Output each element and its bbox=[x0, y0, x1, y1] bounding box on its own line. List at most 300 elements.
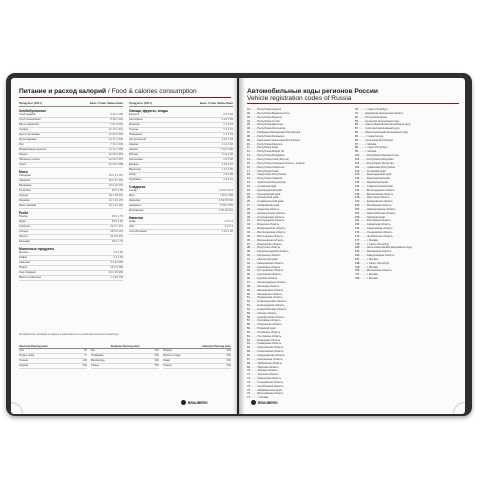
leader-dots: ......... bbox=[360, 215, 367, 219]
food-name: Горбуша bbox=[19, 225, 30, 228]
food-name: Молоко bbox=[19, 251, 29, 254]
food-row bbox=[19, 276, 123, 281]
food-section-title: Рыба bbox=[19, 211, 29, 215]
leader-dots: ......... bbox=[250, 350, 258, 354]
food-name: Щука bbox=[19, 220, 26, 223]
leader-dots: ......... bbox=[360, 257, 367, 261]
region-code: 09 bbox=[247, 138, 250, 142]
region-name: Московская область bbox=[366, 269, 392, 273]
region-code: 76 bbox=[247, 392, 250, 396]
region-name: Брянская область bbox=[257, 223, 280, 227]
region-code: 58 bbox=[247, 323, 250, 327]
leader-dots: ......... bbox=[358, 138, 366, 142]
region-code: 07 bbox=[247, 131, 250, 135]
leader-dots: ......... bbox=[360, 277, 367, 281]
leader-dots: ......... bbox=[250, 346, 258, 350]
region-name: Магаданская область bbox=[257, 288, 284, 292]
leader-dots: ......... bbox=[250, 238, 258, 242]
region-codes-col-2 bbox=[355, 108, 459, 281]
food-name: Творог bbox=[19, 266, 28, 269]
leader-dots: ......... bbox=[250, 131, 258, 135]
region-name: Кемеровская область bbox=[366, 200, 393, 204]
region-name: Новосибирская область bbox=[257, 307, 287, 311]
food-name: Лук репчатый bbox=[129, 138, 147, 141]
region-name: Республика Коми bbox=[257, 146, 279, 150]
food-section-title: Молочные продукты bbox=[19, 247, 55, 251]
food-name: Мед bbox=[129, 194, 135, 197]
food-name: Помидоры bbox=[129, 133, 143, 136]
energy-header-1: Занятие Расход ккал bbox=[19, 344, 48, 348]
region-code: 136 bbox=[355, 192, 360, 196]
activity-kcal: 200 bbox=[82, 364, 87, 367]
region-name: Республика Мордовия bbox=[257, 154, 285, 158]
region-code: 54 bbox=[247, 307, 250, 311]
activity-kcal: 65 bbox=[84, 349, 87, 352]
region-name: Курганская область bbox=[257, 273, 282, 277]
food-name: Яблоки bbox=[129, 153, 139, 156]
energy-footnote: Потребность человека в энергии в зависимости от вида деятельности (ккал/час) bbox=[19, 333, 119, 336]
region-name: Владимирская область bbox=[257, 227, 286, 231]
region-code: 122 bbox=[355, 169, 360, 173]
food-name: Индейка bbox=[19, 199, 30, 202]
leader-dots: ......... bbox=[358, 123, 366, 127]
region-name: Алтайский край bbox=[366, 169, 386, 173]
region-name: Костромская область bbox=[257, 269, 284, 273]
activity-name: Бег bbox=[91, 349, 96, 352]
region-name: Сахалинская область bbox=[257, 350, 284, 354]
region-name: г. Москва bbox=[365, 150, 377, 154]
region-name: Республика Мордовия bbox=[366, 157, 394, 161]
leader-dots: ......... bbox=[360, 165, 367, 169]
food-values: 2 19 0 83 bbox=[221, 118, 233, 121]
food-section-title: Мясо bbox=[19, 170, 28, 174]
leader-dots: ......... bbox=[250, 334, 258, 338]
food-name: Сок яблочный bbox=[129, 230, 147, 233]
leader-dots: ......... bbox=[360, 223, 367, 227]
brand-name: BRAUBERG bbox=[188, 400, 208, 405]
food-name: Масло сливочное bbox=[19, 276, 42, 279]
food-name: Лосось bbox=[19, 235, 28, 238]
region-code: 63 bbox=[247, 342, 250, 346]
food-name: Горох bbox=[19, 163, 27, 166]
region-code: 16 bbox=[247, 165, 250, 169]
region-name: Московская область bbox=[366, 250, 392, 254]
food-name: Хлеб ржаной bbox=[19, 113, 36, 116]
region-code: 178 bbox=[355, 242, 360, 246]
region-name: Амурская область bbox=[257, 207, 280, 211]
leader-dots: ......... bbox=[250, 231, 258, 234]
region-code: 68 bbox=[247, 361, 250, 365]
food-name: Хлеб пшеничный bbox=[19, 118, 41, 121]
food-values: 18 0 1 84 bbox=[111, 220, 123, 223]
region-code: 152 bbox=[355, 207, 360, 211]
food-values: 12 62 6 357 bbox=[108, 158, 123, 161]
leader-dots: ......... bbox=[360, 161, 367, 165]
leader-dots: ......... bbox=[250, 292, 258, 296]
food-values: 1 3 0 15 bbox=[223, 128, 233, 131]
region-code: 01 bbox=[247, 108, 250, 111]
food-name: Курица bbox=[19, 194, 28, 197]
leader-dots: ......... bbox=[250, 181, 258, 185]
region-name: Чеченская Республика bbox=[365, 138, 393, 142]
energy-row bbox=[19, 364, 87, 369]
region-name: г. Москва bbox=[366, 273, 378, 277]
region-name: Республика Северная Осетия - Алания bbox=[257, 161, 305, 165]
region-code-row bbox=[355, 277, 459, 281]
leader-dots: ......... bbox=[358, 119, 366, 123]
book-gutter bbox=[233, 78, 245, 414]
leader-dots: ......... bbox=[250, 280, 258, 284]
leader-dots: ......... bbox=[360, 204, 367, 208]
food-values: 2 11 0 48 bbox=[221, 143, 233, 146]
leader-dots: ......... bbox=[250, 134, 258, 138]
food-values: 1 10 0 38 bbox=[221, 230, 233, 233]
leader-dots: ......... bbox=[360, 265, 367, 269]
region-name: Ульяновская область bbox=[366, 231, 393, 234]
region-code: 83 bbox=[355, 119, 358, 123]
leader-dots: ......... bbox=[250, 127, 258, 131]
region-name: Архангельская область bbox=[257, 211, 286, 215]
leader-dots: ......... bbox=[250, 227, 258, 231]
leader-dots: ......... bbox=[360, 273, 367, 277]
region-name: Пермский край bbox=[257, 327, 276, 331]
food-row bbox=[19, 240, 123, 245]
food-name: Крупа манная bbox=[19, 138, 37, 141]
food-name: Капуста bbox=[129, 113, 139, 116]
region-name: Воронежская область bbox=[257, 238, 284, 242]
energy-header-3: Занятие Расход ккал bbox=[202, 344, 231, 348]
region-code: 65 bbox=[247, 350, 250, 354]
leader-dots: ......... bbox=[360, 254, 367, 258]
region-code: 198 bbox=[355, 261, 360, 265]
food-values: 18 0 9 161 bbox=[110, 230, 123, 233]
region-code: 55 bbox=[247, 311, 250, 315]
region-name: Томская область bbox=[257, 369, 278, 373]
food-name: Пшено bbox=[19, 153, 28, 156]
region-code: 154 bbox=[355, 211, 360, 215]
leader-dots: ......... bbox=[360, 261, 367, 265]
leader-dots: ......... bbox=[250, 215, 258, 219]
activity-kcal: 500 bbox=[154, 354, 159, 357]
food-row bbox=[129, 230, 233, 235]
region-code: 62 bbox=[247, 338, 250, 342]
region-name: Ямало-Ненецкий автономный округ bbox=[365, 131, 409, 135]
activity-name: Танцы bbox=[91, 364, 99, 367]
region-code: 24 bbox=[247, 192, 250, 196]
region-code: 02 bbox=[247, 111, 250, 115]
region-code: 77 bbox=[247, 396, 250, 400]
region-code: 34 bbox=[247, 231, 250, 234]
region-code: 164 bbox=[355, 227, 360, 231]
food-name: Свинина bbox=[19, 179, 30, 182]
region-name: Республика Башкортостан bbox=[257, 111, 290, 115]
activity-kcal: 250 bbox=[226, 354, 231, 357]
food-name: Кефир bbox=[19, 256, 28, 259]
brand-logo-left bbox=[181, 400, 208, 405]
food-values: 2 5 0 28 bbox=[223, 113, 233, 116]
leader-dots: ......... bbox=[250, 354, 258, 357]
activity-kcal: 500 bbox=[226, 359, 231, 362]
region-name: Пензенская область bbox=[257, 323, 282, 327]
food-name: Чеснок bbox=[129, 148, 138, 151]
food-values: 7 22 0 106 bbox=[220, 148, 233, 151]
region-code: 70 bbox=[247, 369, 250, 373]
region-code: 161 bbox=[355, 219, 360, 223]
energy-col bbox=[163, 349, 231, 369]
region-name: Чувашская Республика bbox=[257, 181, 286, 185]
page-corner-arc bbox=[11, 402, 23, 414]
leader-dots: ......... bbox=[250, 300, 258, 304]
region-code: 56 bbox=[247, 315, 250, 319]
leader-dots: ......... bbox=[250, 200, 258, 204]
region-code: 40 bbox=[247, 254, 250, 258]
region-name: Чукотский автономный округ bbox=[365, 127, 400, 131]
food-values: 21 0 7 147 bbox=[110, 225, 123, 228]
leader-dots: ......... bbox=[250, 188, 258, 192]
region-code: 25 bbox=[247, 196, 250, 200]
food-name: Сметана bbox=[19, 261, 30, 264]
region-code: 72 bbox=[247, 377, 250, 381]
activity-kcal: 240 bbox=[226, 349, 231, 352]
region-code: 750 bbox=[355, 269, 360, 273]
leader-dots: ......... bbox=[250, 204, 258, 208]
leader-dots: ......... bbox=[250, 211, 258, 215]
leader-dots: ......... bbox=[250, 307, 258, 311]
food-values: 12 0 11 163 bbox=[109, 204, 123, 207]
region-name: Забайкальский край bbox=[257, 388, 282, 392]
region-code: 48 bbox=[247, 284, 250, 288]
leader-dots: ......... bbox=[250, 257, 258, 261]
leader-dots: ......... bbox=[360, 188, 367, 192]
region-code: 102 bbox=[355, 154, 360, 158]
leader-dots: ......... bbox=[360, 196, 367, 200]
leader-dots: ......... bbox=[250, 311, 258, 315]
activity-kcal: 100 bbox=[82, 359, 87, 362]
region-code: 82 bbox=[355, 115, 358, 119]
region-name: Республика Марий Эл bbox=[257, 150, 285, 154]
region-code: 33 bbox=[247, 227, 250, 231]
food-values: 1 1 82 748 bbox=[110, 276, 123, 279]
region-code: 19 bbox=[247, 177, 250, 181]
region-name: Саратовская область bbox=[257, 346, 284, 350]
food-values: 3 3 20 206 bbox=[110, 261, 123, 264]
leader-dots: ......... bbox=[250, 357, 258, 361]
page-corner-arc bbox=[453, 402, 465, 414]
region-name: Удмуртская Республика bbox=[257, 173, 287, 177]
region-code: 29 bbox=[247, 211, 250, 215]
region-name: Белгородская область bbox=[257, 219, 285, 223]
region-code: 50 bbox=[247, 292, 250, 296]
region-code: 89 bbox=[355, 131, 358, 135]
food-values: 0 11 0 46 bbox=[221, 153, 233, 156]
region-name: Камчатский край bbox=[257, 257, 278, 261]
region-name: Рязанская область bbox=[257, 338, 281, 342]
activity-name: Плавание bbox=[91, 354, 104, 357]
region-name: Астраханская область bbox=[257, 215, 285, 219]
leader-dots: ......... bbox=[250, 327, 258, 331]
food-values: 23 0 29 360 bbox=[108, 271, 123, 274]
food-row bbox=[19, 204, 123, 209]
region-code: 190 bbox=[355, 250, 360, 254]
region-name: Псковская область bbox=[257, 330, 281, 334]
region-code: 59 bbox=[247, 327, 250, 331]
region-code: 126 bbox=[355, 184, 360, 188]
food-table-header bbox=[19, 101, 123, 107]
energy-col bbox=[91, 349, 159, 369]
region-name: Омская область bbox=[257, 311, 277, 315]
region-name: Кабардино-Балкарская Республика bbox=[257, 131, 301, 135]
region-code: 67 bbox=[247, 357, 250, 361]
region-name: Республика Татарстан bbox=[257, 165, 285, 169]
leader-dots: ......... bbox=[250, 384, 258, 388]
region-code: 174 bbox=[355, 234, 360, 238]
food-name: Сыр твердый bbox=[19, 271, 36, 274]
region-name: г. Санкт-Петербург bbox=[365, 108, 388, 111]
energy-col bbox=[19, 349, 87, 369]
region-code: 46 bbox=[247, 277, 250, 281]
food-section-title: Сладости bbox=[129, 185, 146, 189]
food-values: 7 74 1 330 bbox=[110, 143, 123, 146]
region-code: 138 bbox=[355, 196, 360, 200]
region-name: Краснодарский край bbox=[366, 173, 392, 177]
leader-dots: ......... bbox=[250, 184, 258, 188]
food-values: 20 0 6 142 bbox=[110, 235, 123, 238]
region-code: 134 bbox=[355, 188, 360, 192]
region-code: 21 bbox=[247, 181, 250, 185]
region-name: Вологодская область bbox=[257, 234, 283, 238]
leader-dots: ......... bbox=[250, 146, 258, 150]
food-values: 0 0 0 2 bbox=[224, 220, 233, 223]
leader-dots: ......... bbox=[358, 146, 366, 150]
food-values: 3 5 3 60 bbox=[113, 251, 123, 254]
food-values: 0 0 0 1 bbox=[224, 225, 233, 228]
region-name: Смоленская область bbox=[257, 357, 283, 361]
food-name: Огурцы bbox=[129, 128, 139, 131]
leader-dots: ......... bbox=[358, 111, 366, 115]
region-code: 37 bbox=[247, 242, 250, 246]
region-name: Хабаровский край bbox=[257, 204, 280, 208]
leader-dots: ......... bbox=[250, 192, 258, 196]
region-code: 47 bbox=[247, 280, 250, 284]
leader-dots: ......... bbox=[250, 223, 258, 227]
leader-dots: ......... bbox=[250, 330, 258, 334]
food-values: 18 1 18 241 bbox=[108, 194, 123, 197]
activity-name: Отдых лежа bbox=[19, 354, 35, 357]
title-ru: Автомобильные коды регионов России bbox=[247, 88, 378, 95]
region-code: 04 bbox=[247, 119, 250, 123]
region-code: 43 bbox=[247, 265, 250, 269]
region-code: 61 bbox=[247, 334, 250, 338]
region-name: Приморский край bbox=[257, 196, 279, 200]
region-code: 31 bbox=[247, 219, 250, 223]
food-table-col-1 bbox=[19, 101, 123, 281]
region-name: Республика Тыва bbox=[257, 169, 279, 173]
header-name: Продукты (100 г) bbox=[19, 101, 43, 105]
region-code: 60 bbox=[247, 330, 250, 334]
header-values-2: Белк. Углев. Жиры Ккал bbox=[199, 101, 233, 105]
region-name: Челябинская область bbox=[257, 384, 284, 388]
region-name: Ставропольский край bbox=[257, 200, 284, 204]
food-values: 5 63 35 540 bbox=[218, 199, 233, 202]
region-code: 15 bbox=[247, 161, 250, 165]
title-ru: Питание и расход калорий bbox=[19, 88, 107, 95]
food-section-title: Напитки bbox=[129, 216, 143, 220]
food-name: Треска bbox=[19, 215, 28, 218]
activity-name: Велосипед bbox=[91, 359, 105, 362]
region-code: 23 bbox=[247, 188, 250, 192]
region-code: 10 bbox=[247, 142, 250, 146]
region-code: 69 bbox=[247, 365, 250, 369]
region-name: Республика Карелия bbox=[257, 142, 283, 146]
food-name: Овсяные хлопья bbox=[19, 158, 40, 161]
brand-name: BRAUBERG bbox=[258, 400, 278, 405]
leader-dots: ......... bbox=[360, 231, 367, 234]
leader-dots: ......... bbox=[360, 238, 367, 242]
leader-dots: ......... bbox=[250, 119, 258, 123]
food-values: 1 8 0 41 bbox=[223, 178, 233, 181]
leader-dots: ......... bbox=[250, 315, 258, 319]
region-code: 17 bbox=[247, 169, 250, 173]
leader-dots: ......... bbox=[358, 134, 366, 138]
activity-name: Ходьба bbox=[19, 364, 29, 367]
food-values: 12 66 3 334 bbox=[108, 153, 123, 156]
leader-dots: ......... bbox=[250, 365, 258, 369]
leader-dots: ......... bbox=[360, 250, 367, 254]
leader-dots: ......... bbox=[250, 369, 258, 373]
region-name: Тамбовская область bbox=[257, 361, 282, 365]
region-code: 163 bbox=[355, 223, 360, 227]
region-name: Саратовская область bbox=[366, 227, 393, 231]
leader-dots: ......... bbox=[250, 165, 258, 169]
food-values: 8 49 1 240 bbox=[110, 118, 123, 121]
activity-kcal: 440 bbox=[226, 364, 231, 367]
region-name: Ленинградская область bbox=[257, 280, 286, 284]
food-name: Кофе bbox=[129, 220, 136, 223]
leader-dots: ......... bbox=[250, 177, 258, 181]
region-name: Челябинская область bbox=[366, 234, 393, 238]
leader-dots: ......... bbox=[250, 377, 258, 381]
food-values: 11 71 1 326 bbox=[109, 138, 123, 141]
leader-dots: ......... bbox=[250, 219, 258, 223]
region-code: 52 bbox=[247, 300, 250, 304]
region-name: г. Санкт-Петербург bbox=[365, 146, 388, 150]
leader-dots: ......... bbox=[360, 211, 367, 215]
region-code: 30 bbox=[247, 215, 250, 219]
region-code: 44 bbox=[247, 269, 250, 273]
region-name: Калужская область bbox=[257, 254, 281, 258]
leader-dots: ......... bbox=[360, 246, 367, 250]
region-code: 73 bbox=[247, 380, 250, 384]
left-page bbox=[11, 78, 237, 414]
region-name: Республика Дагестан bbox=[257, 123, 284, 127]
food-values: 2 22 0 91 bbox=[221, 163, 233, 166]
food-row bbox=[19, 163, 123, 168]
region-code: 14 bbox=[247, 157, 250, 161]
region-name: Ставропольский край bbox=[366, 184, 393, 188]
region-name: Приморский край bbox=[366, 181, 388, 185]
region-code: 49 bbox=[247, 288, 250, 292]
food-name: Рис bbox=[19, 143, 24, 146]
region-name: г. Севастополь bbox=[365, 134, 384, 138]
activity-kcal: 300 bbox=[154, 359, 159, 362]
food-values: 11 72 1 331 bbox=[109, 128, 123, 131]
leader-dots: ......... bbox=[250, 342, 258, 346]
food-name: Кальмар bbox=[19, 240, 30, 243]
region-code: 42 bbox=[247, 261, 250, 265]
food-name: Язык говяжий bbox=[19, 204, 37, 207]
activity-kcal: 350 bbox=[154, 364, 159, 367]
food-values: 16 0 1 75 bbox=[111, 215, 123, 218]
